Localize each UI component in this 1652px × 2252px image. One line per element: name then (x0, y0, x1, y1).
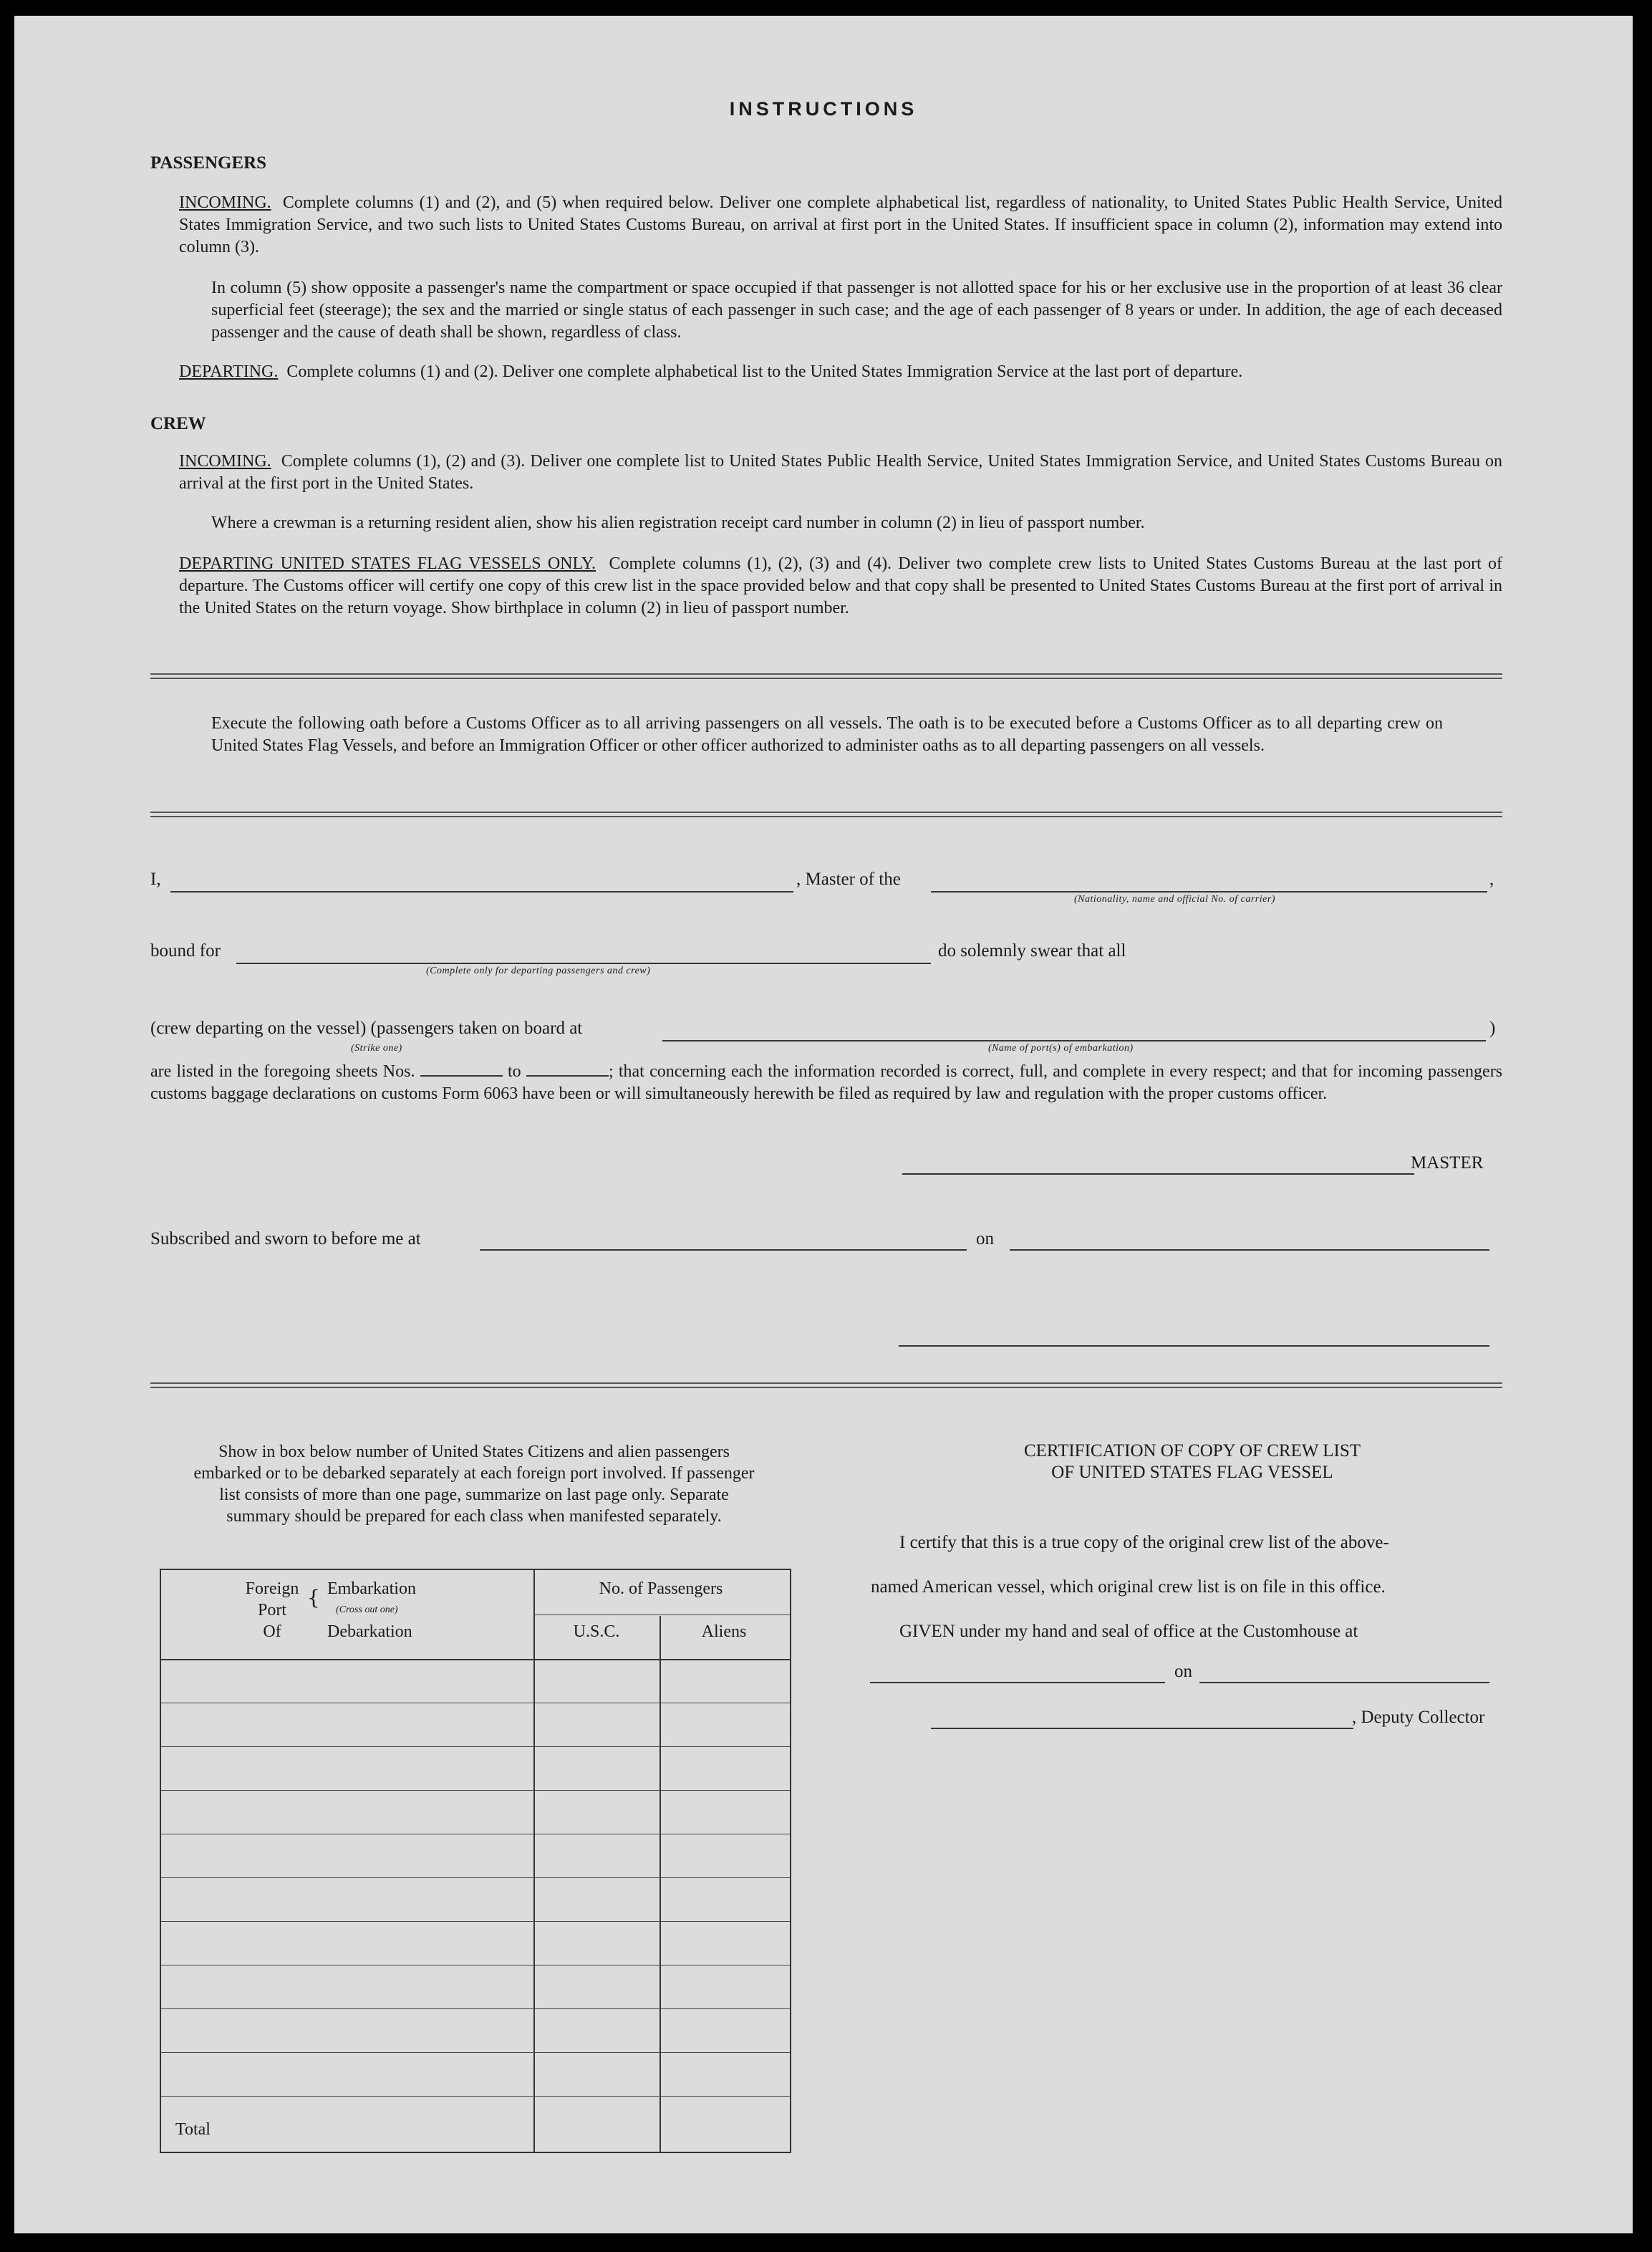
passengers-departing-text: Complete columns (1) and (2). Deliver one complete alphabetical list to the United States Immigration Service at the last port of departure. (286, 362, 1243, 381)
oath-i-label: I, (150, 870, 161, 889)
certify-line2: named American vessel, which original crew list is on file in this office. (871, 1577, 1386, 1597)
table-column-divider (660, 1616, 661, 2152)
crew-departing-text: Complete columns (1), (2), (3) and (4). Deliver two complete crew lists to United States Customs Bureau at the last port of departure. The Customs officer will certify one copy of this crew list in the space provided below and that copy shall be presented to United States Customs Bureau at the first port of arrival in the United States on the return voyage. Show birthplace in column (2) in lieu of passport number. (179, 554, 1502, 617)
passenger-summary-table (160, 1569, 791, 2153)
master-name-field[interactable] (170, 891, 793, 892)
passengers-incoming-label: INCOMING. (179, 193, 271, 212)
crew-departing-paragraph (179, 553, 1502, 620)
table-row[interactable] (161, 2008, 790, 2009)
crew-departing-label: DEPARTING UNITED STATES FLAG VESSELS ONLY. (179, 554, 596, 573)
col-foreign: Foreign (245, 1579, 299, 1598)
table-row[interactable] (161, 1921, 790, 1922)
certify-line1: I certify that this is a true copy of the original crew list of the above- (899, 1533, 1389, 1552)
bound-for-field[interactable] (236, 963, 931, 964)
subscribed-label: Subscribed and sworn to before me at (150, 1229, 421, 1248)
master-label: MASTER (1411, 1153, 1484, 1173)
carrier-field[interactable] (931, 891, 1487, 892)
table-header-bottom (161, 1659, 790, 1660)
bound-for-label: bound for (150, 941, 221, 961)
port-of-embarkation-field[interactable] (662, 1040, 1486, 1041)
summary-instructions: Show in box below number of United States Citizens and alien passengers embarked or to be debarked separately at each foreign port involved. If passenger list consists of more than one page, summarize on last page only. Separate summary should be prepared for each class when manifested separately. (193, 1443, 755, 1526)
passengers-heading: PASSENGERS (150, 153, 267, 173)
crew-incoming-label: INCOMING. (179, 452, 271, 471)
certification-date-field[interactable] (1199, 1682, 1489, 1683)
brace-glyph: { (307, 1586, 320, 1609)
deputy-collector-signature-field[interactable] (931, 1728, 1353, 1729)
crew-departing-text: (crew departing on the vessel) (passengers taken on board at (150, 1019, 583, 1038)
section-divider (150, 673, 1502, 679)
passengers-departing-label: DEPARTING. (179, 362, 279, 381)
col-aliens: Aliens (701, 1622, 747, 1641)
col-usc: U.S.C. (573, 1622, 620, 1641)
customhouse-field[interactable] (870, 1682, 1165, 1683)
col-of: Of (263, 1622, 281, 1641)
table-row[interactable] (161, 1790, 790, 1791)
listed-rest: ; that concerning each the information recorded is correct, full, and complete in every respect; and that for incoming passengers customs baggage declarations on customs Form 6063 have been or will simultaneously herewith be filed as required by law and regulation with the proper customs officer. (150, 1062, 1503, 1103)
passengers-incoming-paragraph (179, 192, 1502, 259)
deputy-collector-label: , Deputy Collector (1352, 1708, 1485, 1727)
nationality-note: (Nationality, name and official No. of carrier) (1074, 894, 1275, 905)
total-label: Total (175, 2120, 211, 2139)
certification-heading-line2: OF UNITED STATES FLAG VESSEL (1051, 1463, 1333, 1482)
listed-to: to (508, 1062, 521, 1081)
passengers-departing-paragraph (179, 361, 1502, 383)
close-paren-text: ) (1489, 1019, 1496, 1038)
crew-incoming-paragraph (179, 451, 1502, 495)
sheet-to-field[interactable] (526, 1061, 609, 1077)
crew-incoming-text: Complete columns (1), (2) and (3). Deliver one complete list to United States Public Health Service, United States Immigration Service, and United States Customs Bureau on arrival at the first port in the United States. (179, 452, 1503, 493)
page-title: INSTRUCTIONS (729, 98, 918, 120)
col-cross-out: (Cross out one) (336, 1604, 398, 1615)
listed-paragraph (150, 1061, 1502, 1105)
comma-text: , (1489, 870, 1494, 889)
col-port: Port (257, 1601, 286, 1620)
complete-note: (Complete only for departing passengers and crew) (426, 966, 651, 976)
listed-prefix: are listed in the foregoing sheets Nos. (150, 1062, 415, 1081)
section-divider (150, 812, 1502, 817)
col-no-passengers: No. of Passengers (599, 1579, 723, 1598)
table-row[interactable] (161, 2096, 790, 2097)
subscribed-on-label: on (976, 1229, 994, 1248)
col-embarkation: Embarkation (327, 1579, 416, 1598)
oath-intro-paragraph: Execute the following oath before a Customs Officer as to all arriving passengers on all vessels. The oath is to be executed before a Customs Officer as to all departing crew on United States Flag Vessels, and before an Immigration Officer or other officer authorized to administer oaths as to all departing passengers on all vessels. (211, 714, 1443, 755)
certification-on-label: on (1174, 1662, 1192, 1681)
table-row[interactable] (161, 1877, 790, 1878)
table-row[interactable] (161, 1746, 790, 1747)
table-row[interactable] (161, 2052, 790, 2053)
section-divider (150, 1382, 1502, 1388)
crew-crewman-paragraph: Where a crewman is a returning resident alien, show his alien registration receipt card number in column (2) in lieu of passport number. (211, 514, 1145, 532)
swear-text: do solemnly swear that all (938, 941, 1126, 961)
sheet-from-field[interactable] (420, 1061, 503, 1077)
officer-signature-field[interactable] (899, 1345, 1489, 1347)
master-of-label: , Master of the (796, 870, 901, 889)
col-debarkation: Debarkation (327, 1622, 412, 1641)
name-of-port-note: (Name of port(s) of embarkation) (988, 1043, 1134, 1054)
subscribed-date-field[interactable] (1010, 1249, 1489, 1251)
passengers-incoming-text: Complete columns (1) and (2), and (5) when required below. Deliver one complete alphabetical list, regardless of nationality, to United States Public Health Service, United States Immigration Service, and two such lists to United States Customs Bureau, on arrival at first port in the United States. If insufficient space in column (2), information may extend into column (3). (179, 193, 1503, 256)
certification-heading-line1: CERTIFICATION OF COPY OF CREW LIST (1023, 1441, 1361, 1461)
document-page (14, 16, 1633, 2233)
crew-heading: CREW (150, 414, 206, 433)
strike-one-note: (Strike one) (351, 1043, 402, 1054)
passengers-column5-paragraph: In column (5) show opposite a passenger's name the compartment or space occupied if that passenger is not allotted space for his or her exclusive use in the proportion of at least 36 clear superficial feet (steerage); the sex and the married or single status of each passenger in such case; and the age of each passenger of 8 years or under. In addition, the age of each deceased passenger and the cause of death shall be shown, regardless of class. (211, 279, 1502, 342)
given-text: GIVEN under my hand and seal of office at the Customhouse at (899, 1622, 1358, 1641)
master-signature-field[interactable] (902, 1173, 1414, 1175)
subscribed-place-field[interactable] (480, 1249, 967, 1251)
table-column-divider (533, 1570, 535, 2152)
